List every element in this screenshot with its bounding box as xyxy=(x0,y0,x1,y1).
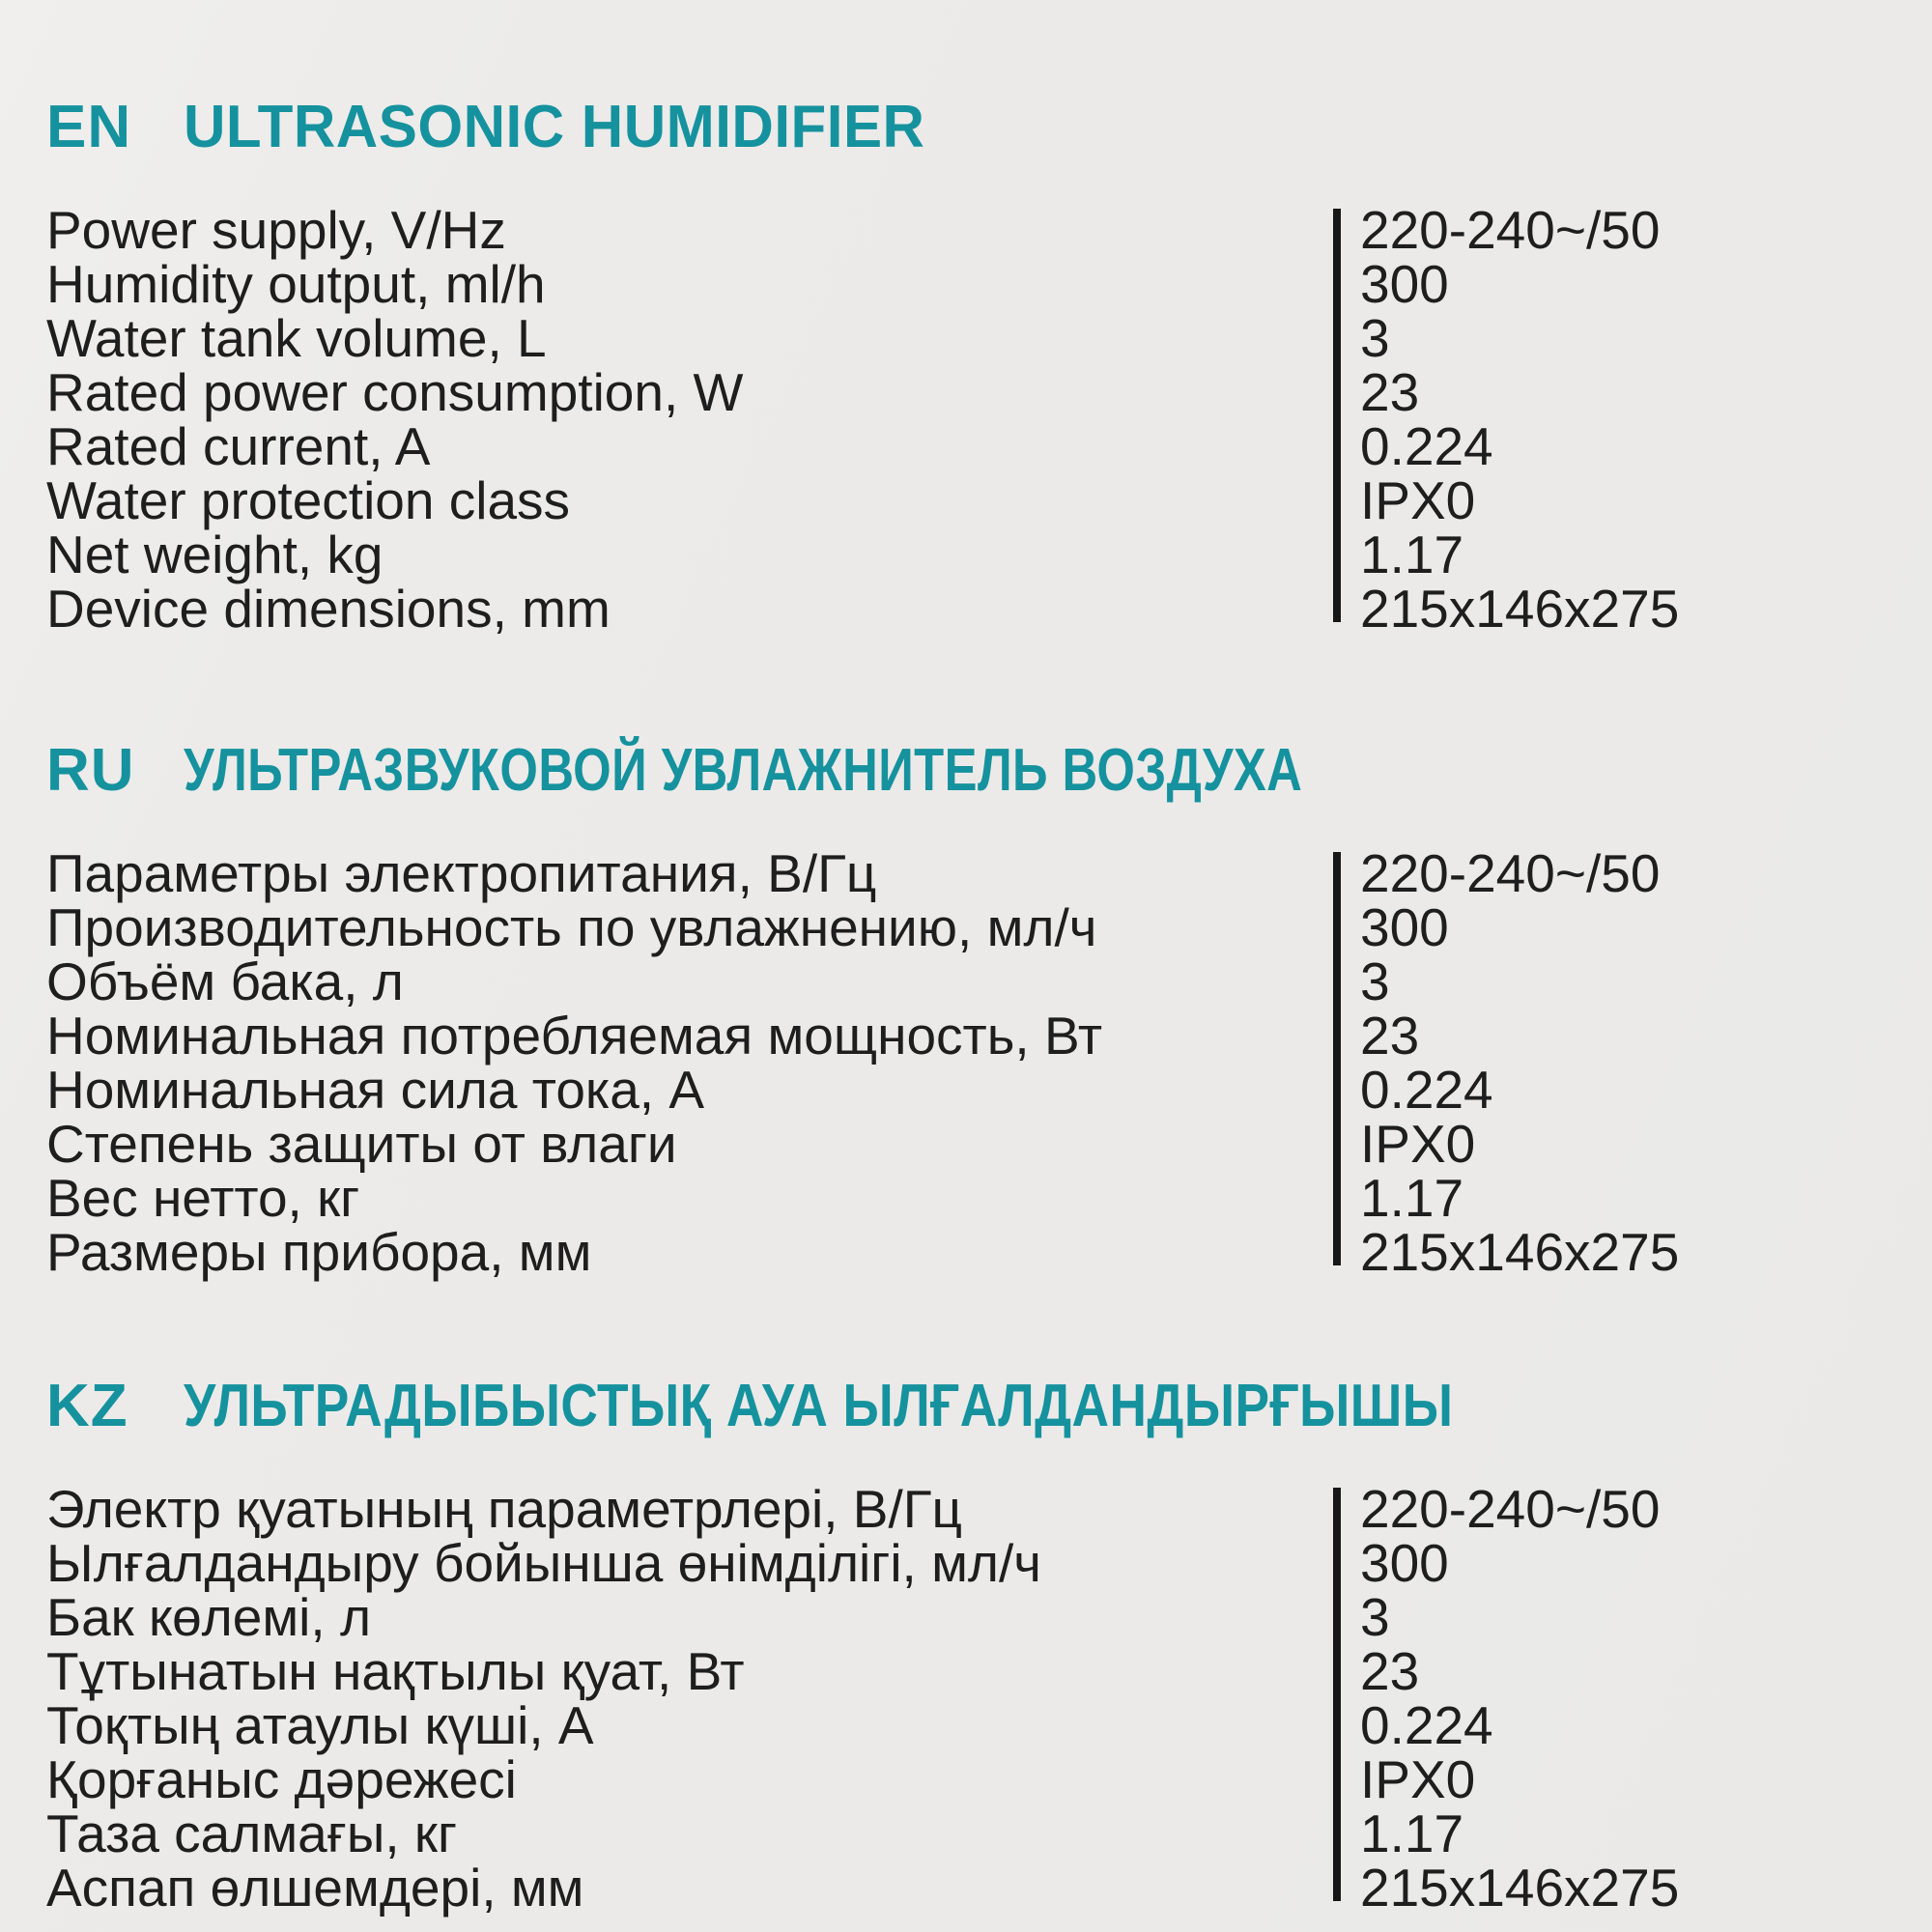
spec-value: 215x146x275 xyxy=(1360,579,1680,639)
spec-label: Тұтынатын нақтылы қуат, Вт xyxy=(46,1641,745,1701)
spec-values-column xyxy=(1333,200,1680,639)
spec-label: Тоқтың атаулы күші, А xyxy=(46,1695,594,1755)
section-title: УЛЬТРАЗВУКОВОЙ УВЛАЖНИТЕЛЬ ВОЗДУХА xyxy=(184,737,1303,804)
section-kz xyxy=(0,1279,1932,1918)
spec-value: 1.17 xyxy=(1360,1168,1464,1228)
spec-value: 23 xyxy=(1360,1006,1420,1065)
section-title: ULTRASONIC HUMIDIFIER xyxy=(184,94,925,160)
spec-value: 215x146x275 xyxy=(1360,1858,1680,1918)
spec-value: 300 xyxy=(1360,1533,1449,1593)
section-ru-header xyxy=(46,636,1932,806)
spec-value: 1.17 xyxy=(1360,525,1464,584)
spec-table-en xyxy=(46,200,1932,639)
spec-value: 220-240~/50 xyxy=(1360,1479,1661,1539)
section-kz-header xyxy=(46,1279,1932,1441)
spec-value: 23 xyxy=(1360,1641,1420,1701)
spec-value: 23 xyxy=(1360,362,1420,422)
spec-table-kz xyxy=(46,1479,1932,1918)
spec-value: 300 xyxy=(1360,897,1449,957)
spec-value: IPX0 xyxy=(1360,470,1476,530)
spec-value: 3 xyxy=(1360,952,1390,1011)
spec-label: Device dimensions, mm xyxy=(46,579,611,639)
spec-label: Rated current, A xyxy=(46,416,431,476)
spec-label: Объём бака, л xyxy=(46,952,404,1011)
section-title: УЛЬТРАДЫБЫСТЫҚ АУА ЫЛҒАЛДАНДЫРҒЫШЫ xyxy=(184,1373,1454,1439)
spec-value: 220-240~/50 xyxy=(1360,843,1661,903)
spec-value: 0.224 xyxy=(1360,1060,1493,1120)
spec-value: 3 xyxy=(1360,308,1390,368)
spec-value: 1.17 xyxy=(1360,1804,1464,1863)
spec-value: 300 xyxy=(1360,254,1449,314)
spec-values-column xyxy=(1333,1479,1680,1918)
spec-label: Номинальная сила тока, А xyxy=(46,1060,705,1120)
spec-value: IPX0 xyxy=(1360,1114,1476,1174)
spec-label: Номинальная потребляемая мощность, Вт xyxy=(46,1006,1103,1065)
section-en-header xyxy=(46,0,1932,162)
section-ru xyxy=(0,636,1932,1282)
spec-value: IPX0 xyxy=(1360,1749,1476,1809)
spec-table-ru xyxy=(46,843,1932,1282)
spec-labels-column xyxy=(46,200,1333,639)
spec-label: Вес нетто, кг xyxy=(46,1168,360,1228)
spec-value: 220-240~/50 xyxy=(1360,200,1661,260)
language-code: EN xyxy=(46,94,132,160)
spec-values-column xyxy=(1333,843,1680,1282)
language-code: KZ xyxy=(46,1373,128,1439)
spec-value: 0.224 xyxy=(1360,416,1493,476)
spec-labels-column xyxy=(46,1479,1333,1918)
spec-label: Бак көлемі, л xyxy=(46,1587,372,1647)
spec-label: Параметры электропитания, В/Гц xyxy=(46,843,877,903)
spec-label: Степень защиты от влаги xyxy=(46,1114,677,1174)
spec-label: Power supply, V/Hz xyxy=(46,200,506,260)
spec-label: Water protection class xyxy=(46,470,571,530)
spec-value: 0.224 xyxy=(1360,1695,1493,1755)
spec-value: 215x146x275 xyxy=(1360,1222,1680,1282)
language-code: RU xyxy=(46,737,135,804)
spec-label: Humidity output, ml/h xyxy=(46,254,546,314)
spec-label: Қорғаныс дәрежесі xyxy=(46,1749,517,1809)
spec-label: Аспап өлшемдері, мм xyxy=(46,1858,584,1918)
spec-label: Таза салмағы, кг xyxy=(46,1804,458,1863)
spec-value: 3 xyxy=(1360,1587,1390,1647)
spec-label: Water tank volume, L xyxy=(46,308,547,368)
spec-label: Net weight, kg xyxy=(46,525,384,584)
spec-labels-column xyxy=(46,843,1333,1282)
section-en xyxy=(0,0,1932,639)
spec-label: Производительность по увлажнению, мл/ч xyxy=(46,897,1097,957)
spec-label: Rated power consumption, W xyxy=(46,362,744,422)
spec-label: Ылғалдандыру бойынша өнімділігі, мл/ч xyxy=(46,1533,1041,1593)
spec-label: Размеры прибора, мм xyxy=(46,1222,592,1282)
spec-label: Электр қуатының параметрлері, В/Гц xyxy=(46,1479,963,1539)
